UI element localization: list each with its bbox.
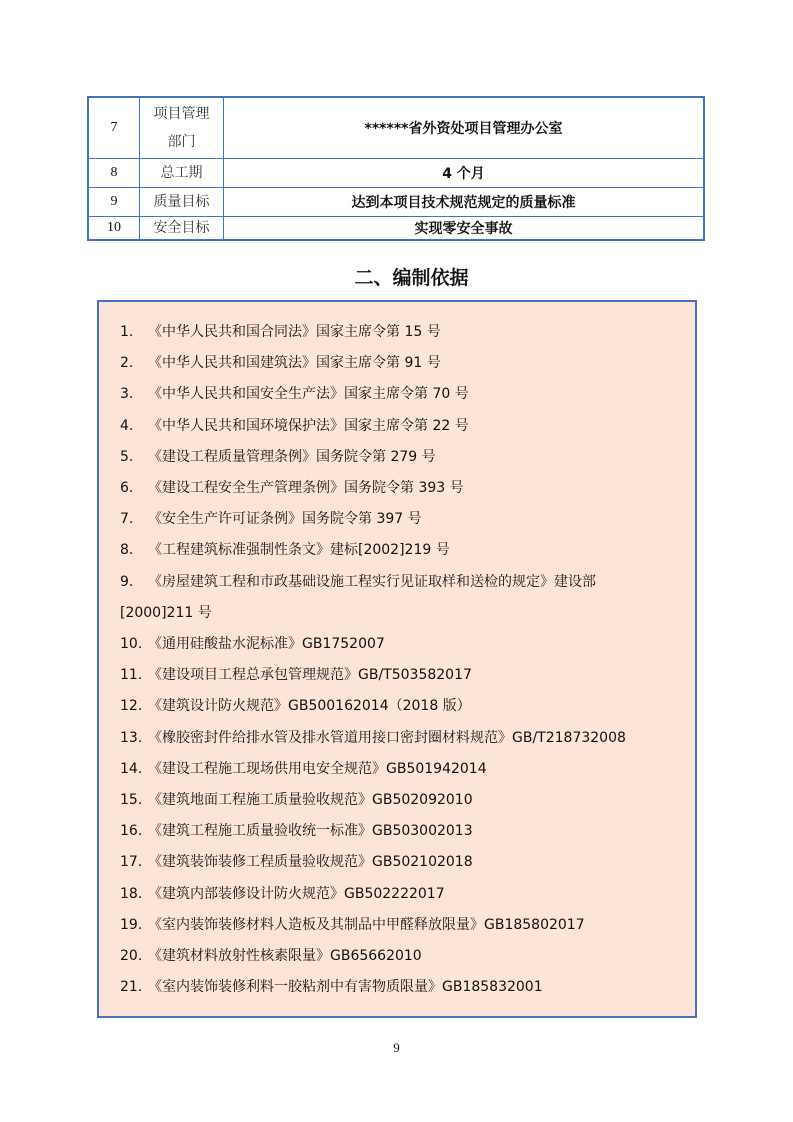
row-label: 项目管理部门 (140, 97, 224, 158)
item-number: 14. (120, 760, 143, 777)
item-number: 18. (120, 885, 143, 902)
row-label: 总工期 (140, 158, 224, 187)
item-text: 《建筑设计防火规范》GB500162014（2018 版） (148, 698, 471, 715)
item-number: 12. (120, 698, 143, 715)
item-number: 1. (120, 324, 134, 340)
row-value: 实现零安全事故 (224, 216, 705, 240)
item-text-continuation: [2000]211 号 (120, 604, 212, 621)
basis-list-item (120, 790, 473, 810)
table-row (88, 187, 704, 216)
item-text: 《安全生产许可证条例》国务院令第 397 号 (148, 511, 422, 528)
basis-list-item (120, 447, 436, 467)
item-number: 2. (120, 355, 134, 372)
basis-list-item (120, 634, 385, 654)
basis-list-item (120, 572, 596, 592)
row-value: 4 个月 (224, 158, 705, 187)
table-row (88, 158, 704, 187)
table-row (88, 97, 704, 158)
basis-list-item (120, 728, 626, 748)
item-number: 9. (120, 573, 134, 590)
item-text: 《室内装饰装修材料人造板及其制品中甲醛释放限量》GB185802017 (148, 916, 585, 933)
item-text: 《通用硅酸盐水泥标准》GB1752007 (148, 636, 385, 652)
item-number: 7. (120, 511, 134, 528)
item-number: 4. (120, 417, 134, 434)
basis-list-item (120, 384, 469, 404)
item-text: 《室内装饰装修利料一胶粘剂中有害物质限量》GB185832001 (148, 979, 543, 996)
item-number: 11. (120, 667, 143, 684)
item-number: 16. (120, 823, 143, 840)
row-value: ******省外资处项目管理办公室 (224, 97, 705, 158)
row-value: 达到本项目技术规范规定的质量标准 (224, 187, 705, 216)
item-text: 《建设工程质量管理条例》国务院令第 279 号 (148, 448, 436, 465)
basis-list-item (120, 509, 422, 529)
item-text: 《建设工程施工现场供用电安全规范》GB501942014 (148, 760, 487, 777)
basis-list-item (120, 540, 450, 560)
item-text: 《中华人民共和国环境保护法》国家主席令第 22 号 (148, 417, 469, 434)
section-heading: 二、编制依据 (354, 267, 469, 289)
basis-list-item (120, 322, 441, 342)
row-label: 质量目标 (140, 187, 224, 216)
basis-list-item (120, 977, 543, 997)
basis-list-item (120, 821, 473, 841)
item-text: 《建筑工程施工质量验收统一标准》GB503002013 (148, 823, 473, 840)
row-number: 10 (88, 216, 140, 240)
basis-list-item (120, 759, 487, 779)
row-number: 7 (88, 97, 140, 158)
item-number: 8. (120, 542, 134, 559)
item-text: 《建设项目工程总承包管理规范》GB/T503582017 (148, 667, 472, 684)
item-text: 《建筑材料放射性核素限量》GB65662010 (148, 948, 422, 964)
item-number: 17. (120, 854, 143, 871)
basis-list-item (120, 852, 473, 872)
basis-list-item (120, 416, 469, 436)
basis-list-item (120, 478, 464, 498)
item-text: 《中华人民共和国建筑法》国家主席令第 91 号 (148, 355, 441, 372)
basis-list-item (120, 884, 445, 904)
item-text: 《中华人民共和国合同法》国家主席令第 15 号 (148, 324, 441, 340)
item-number: 20. (120, 948, 143, 964)
item-text: 《建筑地面工程施工质量验收规范》GB502092010 (148, 792, 473, 808)
item-number: 5. (120, 448, 134, 465)
row-label: 安全目标 (140, 216, 224, 240)
item-number: 19. (120, 916, 143, 933)
basis-list-item (120, 915, 585, 935)
item-text: 《建设工程安全生产管理条例》国务院令第 393 号 (148, 480, 464, 496)
basis-list-item (120, 353, 441, 373)
item-number: 15. (120, 792, 143, 808)
item-number: 3. (120, 386, 134, 403)
basis-list-item (120, 946, 422, 966)
basis-list-item (120, 665, 472, 685)
basis-list-item (120, 696, 471, 716)
item-text: 《橡胶密封件给排水管及排水管道用接口密封圈材料规范》GB/T218732008 (148, 729, 626, 746)
item-number: 21. (120, 979, 143, 996)
row-number: 8 (88, 158, 140, 187)
item-number: 10. (120, 636, 143, 652)
item-text: 《建筑内部装修设计防火规范》GB502222017 (148, 885, 445, 902)
item-text: 《中华人民共和国安全生产法》国家主席令第 70 号 (148, 386, 469, 403)
table-row (88, 216, 704, 240)
item-number: 13. (120, 729, 143, 746)
item-text: 《房屋建筑工程和市政基础设施工程实行见证取样和送检的规定》建设部 (148, 573, 596, 590)
item-number: 6. (120, 480, 134, 496)
item-text: 《工程建筑标准强制性条文》建标[2002]219 号 (148, 542, 450, 559)
project-info-table (87, 96, 705, 241)
row-number: 9 (88, 187, 140, 216)
page-number: 9 (393, 1040, 400, 1055)
item-text: 《建筑装饰装修工程质量验收规范》GB502102018 (148, 854, 473, 871)
basis-list-box (97, 300, 697, 1018)
